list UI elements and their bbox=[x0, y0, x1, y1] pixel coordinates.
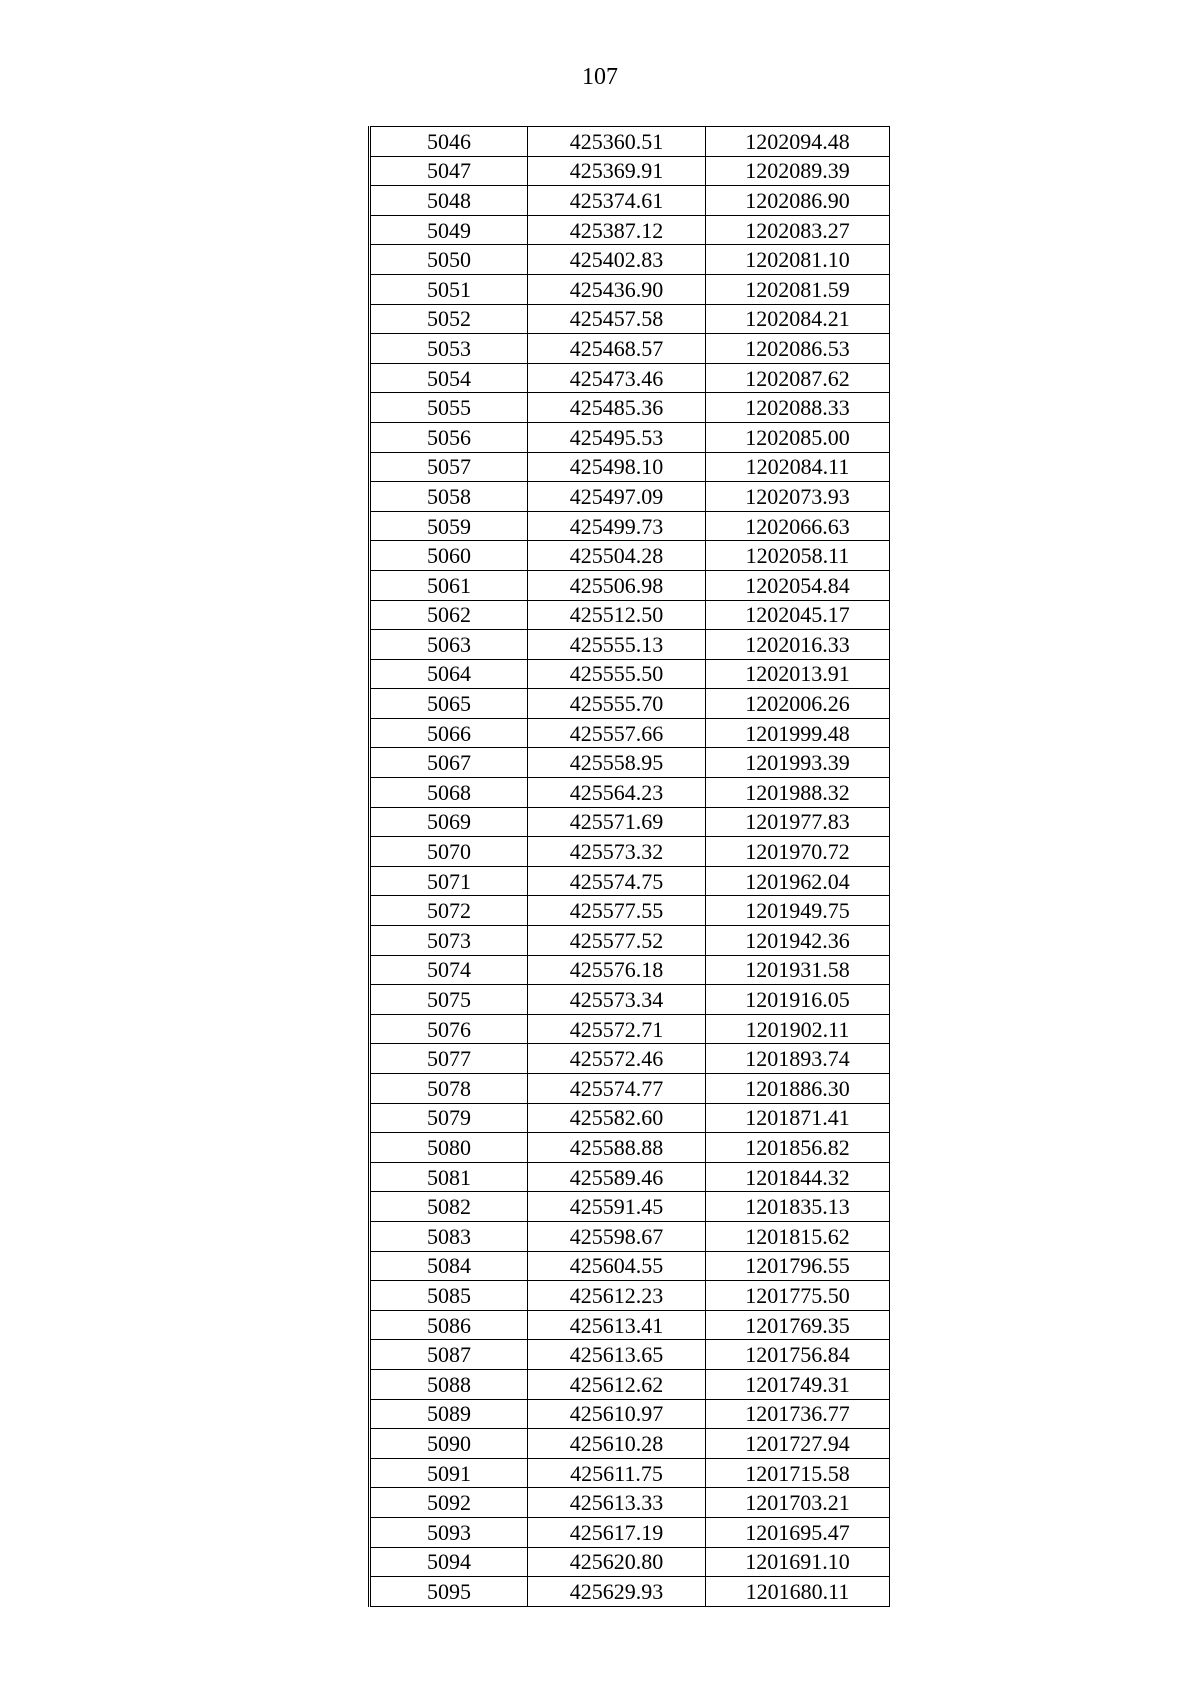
x-coordinate-cell: 425555.50 bbox=[528, 659, 706, 689]
table-row bbox=[370, 1133, 890, 1163]
x-coordinate-cell: 425374.61 bbox=[528, 186, 706, 216]
table-row bbox=[370, 926, 890, 956]
coordinates-table bbox=[368, 126, 890, 1607]
point-number-cell: 5054 bbox=[370, 363, 528, 393]
x-coordinate-cell: 425613.33 bbox=[528, 1488, 706, 1518]
x-coordinate-cell: 425571.69 bbox=[528, 807, 706, 837]
x-coordinate-cell: 425369.91 bbox=[528, 156, 706, 186]
point-number-cell: 5087 bbox=[370, 1340, 528, 1370]
y-coordinate-cell: 1201931.58 bbox=[706, 955, 890, 985]
point-number-cell: 5056 bbox=[370, 422, 528, 452]
y-coordinate-cell: 1202094.48 bbox=[706, 127, 890, 157]
y-coordinate-cell: 1201691.10 bbox=[706, 1547, 890, 1577]
table-row bbox=[370, 215, 890, 245]
table-row bbox=[370, 659, 890, 689]
x-coordinate-cell: 425572.71 bbox=[528, 1014, 706, 1044]
point-number-cell: 5063 bbox=[370, 630, 528, 660]
table-row bbox=[370, 1074, 890, 1104]
x-coordinate-cell: 425573.34 bbox=[528, 985, 706, 1015]
x-coordinate-cell: 425504.28 bbox=[528, 541, 706, 571]
table-row bbox=[370, 600, 890, 630]
y-coordinate-cell: 1201756.84 bbox=[706, 1340, 890, 1370]
x-coordinate-cell: 425498.10 bbox=[528, 452, 706, 482]
y-coordinate-cell: 1202006.26 bbox=[706, 689, 890, 719]
point-number-cell: 5089 bbox=[370, 1399, 528, 1429]
point-number-cell: 5086 bbox=[370, 1310, 528, 1340]
table-row bbox=[370, 422, 890, 452]
point-number-cell: 5092 bbox=[370, 1488, 528, 1518]
x-coordinate-cell: 425555.13 bbox=[528, 630, 706, 660]
point-number-cell: 5061 bbox=[370, 570, 528, 600]
x-coordinate-cell: 425620.80 bbox=[528, 1547, 706, 1577]
x-coordinate-cell: 425577.52 bbox=[528, 926, 706, 956]
table-row bbox=[370, 955, 890, 985]
point-number-cell: 5083 bbox=[370, 1221, 528, 1251]
table-row bbox=[370, 1488, 890, 1518]
point-number-cell: 5069 bbox=[370, 807, 528, 837]
x-coordinate-cell: 425604.55 bbox=[528, 1251, 706, 1281]
x-coordinate-cell: 425582.60 bbox=[528, 1103, 706, 1133]
x-coordinate-cell: 425558.95 bbox=[528, 748, 706, 778]
x-coordinate-cell: 425617.19 bbox=[528, 1517, 706, 1547]
point-number-cell: 5053 bbox=[370, 334, 528, 364]
table-row bbox=[370, 1458, 890, 1488]
y-coordinate-cell: 1202016.33 bbox=[706, 630, 890, 660]
y-coordinate-cell: 1201977.83 bbox=[706, 807, 890, 837]
table-row bbox=[370, 127, 890, 157]
y-coordinate-cell: 1201727.94 bbox=[706, 1429, 890, 1459]
point-number-cell: 5085 bbox=[370, 1281, 528, 1311]
x-coordinate-cell: 425610.97 bbox=[528, 1399, 706, 1429]
y-coordinate-cell: 1202083.27 bbox=[706, 215, 890, 245]
point-number-cell: 5064 bbox=[370, 659, 528, 689]
table-row bbox=[370, 1517, 890, 1547]
y-coordinate-cell: 1201856.82 bbox=[706, 1133, 890, 1163]
point-number-cell: 5072 bbox=[370, 896, 528, 926]
table-row bbox=[370, 748, 890, 778]
table-row bbox=[370, 186, 890, 216]
point-number-cell: 5068 bbox=[370, 778, 528, 808]
x-coordinate-cell: 425387.12 bbox=[528, 215, 706, 245]
point-number-cell: 5090 bbox=[370, 1429, 528, 1459]
y-coordinate-cell: 1202089.39 bbox=[706, 156, 890, 186]
point-number-cell: 5062 bbox=[370, 600, 528, 630]
y-coordinate-cell: 1201871.41 bbox=[706, 1103, 890, 1133]
table-row bbox=[370, 363, 890, 393]
point-number-cell: 5079 bbox=[370, 1103, 528, 1133]
point-number-cell: 5094 bbox=[370, 1547, 528, 1577]
x-coordinate-cell: 425573.32 bbox=[528, 837, 706, 867]
point-number-cell: 5076 bbox=[370, 1014, 528, 1044]
point-number-cell: 5050 bbox=[370, 245, 528, 275]
y-coordinate-cell: 1202066.63 bbox=[706, 511, 890, 541]
y-coordinate-cell: 1202086.53 bbox=[706, 334, 890, 364]
point-number-cell: 5058 bbox=[370, 482, 528, 512]
point-number-cell: 5091 bbox=[370, 1458, 528, 1488]
point-number-cell: 5093 bbox=[370, 1517, 528, 1547]
table-row bbox=[370, 807, 890, 837]
y-coordinate-cell: 1201815.62 bbox=[706, 1221, 890, 1251]
point-number-cell: 5071 bbox=[370, 866, 528, 896]
table-row bbox=[370, 1310, 890, 1340]
point-number-cell: 5060 bbox=[370, 541, 528, 571]
table-row bbox=[370, 570, 890, 600]
table-row bbox=[370, 1577, 890, 1607]
y-coordinate-cell: 1202081.10 bbox=[706, 245, 890, 275]
point-number-cell: 5084 bbox=[370, 1251, 528, 1281]
y-coordinate-cell: 1201988.32 bbox=[706, 778, 890, 808]
table-row bbox=[370, 156, 890, 186]
table-row bbox=[370, 866, 890, 896]
point-number-cell: 5067 bbox=[370, 748, 528, 778]
table-row bbox=[370, 1369, 890, 1399]
x-coordinate-cell: 425572.46 bbox=[528, 1044, 706, 1074]
table-row bbox=[370, 1281, 890, 1311]
y-coordinate-cell: 1201970.72 bbox=[706, 837, 890, 867]
x-coordinate-cell: 425402.83 bbox=[528, 245, 706, 275]
x-coordinate-cell: 425610.28 bbox=[528, 1429, 706, 1459]
point-number-cell: 5075 bbox=[370, 985, 528, 1015]
x-coordinate-cell: 425612.62 bbox=[528, 1369, 706, 1399]
point-number-cell: 5077 bbox=[370, 1044, 528, 1074]
x-coordinate-cell: 425564.23 bbox=[528, 778, 706, 808]
table-row bbox=[370, 1429, 890, 1459]
table-row bbox=[370, 482, 890, 512]
y-coordinate-cell: 1202058.11 bbox=[706, 541, 890, 571]
point-number-cell: 5065 bbox=[370, 689, 528, 719]
x-coordinate-cell: 425506.98 bbox=[528, 570, 706, 600]
table-row bbox=[370, 689, 890, 719]
table-row bbox=[370, 1547, 890, 1577]
x-coordinate-cell: 425589.46 bbox=[528, 1162, 706, 1192]
point-number-cell: 5066 bbox=[370, 718, 528, 748]
point-number-cell: 5059 bbox=[370, 511, 528, 541]
x-coordinate-cell: 425576.18 bbox=[528, 955, 706, 985]
table-row bbox=[370, 245, 890, 275]
table-row bbox=[370, 1399, 890, 1429]
table-row bbox=[370, 393, 890, 423]
y-coordinate-cell: 1201893.74 bbox=[706, 1044, 890, 1074]
y-coordinate-cell: 1201715.58 bbox=[706, 1458, 890, 1488]
table-row bbox=[370, 274, 890, 304]
table-row bbox=[370, 334, 890, 364]
point-number-cell: 5095 bbox=[370, 1577, 528, 1607]
table-row bbox=[370, 511, 890, 541]
x-coordinate-cell: 425555.70 bbox=[528, 689, 706, 719]
y-coordinate-cell: 1201844.32 bbox=[706, 1162, 890, 1192]
point-number-cell: 5070 bbox=[370, 837, 528, 867]
y-coordinate-cell: 1201695.47 bbox=[706, 1517, 890, 1547]
y-coordinate-cell: 1201680.11 bbox=[706, 1577, 890, 1607]
y-coordinate-cell: 1202087.62 bbox=[706, 363, 890, 393]
point-number-cell: 5074 bbox=[370, 955, 528, 985]
y-coordinate-cell: 1202084.21 bbox=[706, 304, 890, 334]
x-coordinate-cell: 425512.50 bbox=[528, 600, 706, 630]
point-number-cell: 5088 bbox=[370, 1369, 528, 1399]
y-coordinate-cell: 1202086.90 bbox=[706, 186, 890, 216]
x-coordinate-cell: 425473.46 bbox=[528, 363, 706, 393]
table-row bbox=[370, 1340, 890, 1370]
x-coordinate-cell: 425468.57 bbox=[528, 334, 706, 364]
y-coordinate-cell: 1201749.31 bbox=[706, 1369, 890, 1399]
y-coordinate-cell: 1201703.21 bbox=[706, 1488, 890, 1518]
point-number-cell: 5049 bbox=[370, 215, 528, 245]
table-row bbox=[370, 630, 890, 660]
table-row bbox=[370, 1014, 890, 1044]
coordinates-table-body bbox=[370, 127, 890, 1607]
y-coordinate-cell: 1202081.59 bbox=[706, 274, 890, 304]
x-coordinate-cell: 425613.41 bbox=[528, 1310, 706, 1340]
point-number-cell: 5048 bbox=[370, 186, 528, 216]
table-row bbox=[370, 1162, 890, 1192]
x-coordinate-cell: 425591.45 bbox=[528, 1192, 706, 1222]
point-number-cell: 5046 bbox=[370, 127, 528, 157]
table-row bbox=[370, 1251, 890, 1281]
x-coordinate-cell: 425499.73 bbox=[528, 511, 706, 541]
y-coordinate-cell: 1201962.04 bbox=[706, 866, 890, 896]
x-coordinate-cell: 425574.77 bbox=[528, 1074, 706, 1104]
y-coordinate-cell: 1201999.48 bbox=[706, 718, 890, 748]
x-coordinate-cell: 425485.36 bbox=[528, 393, 706, 423]
y-coordinate-cell: 1202013.91 bbox=[706, 659, 890, 689]
y-coordinate-cell: 1201902.11 bbox=[706, 1014, 890, 1044]
y-coordinate-cell: 1202085.00 bbox=[706, 422, 890, 452]
point-number-cell: 5047 bbox=[370, 156, 528, 186]
x-coordinate-cell: 425629.93 bbox=[528, 1577, 706, 1607]
table-row bbox=[370, 718, 890, 748]
table-row bbox=[370, 541, 890, 571]
x-coordinate-cell: 425495.53 bbox=[528, 422, 706, 452]
y-coordinate-cell: 1201949.75 bbox=[706, 896, 890, 926]
table-row bbox=[370, 1103, 890, 1133]
x-coordinate-cell: 425611.75 bbox=[528, 1458, 706, 1488]
x-coordinate-cell: 425598.67 bbox=[528, 1221, 706, 1251]
page-number: 107 bbox=[582, 64, 618, 90]
table-row bbox=[370, 778, 890, 808]
y-coordinate-cell: 1202084.11 bbox=[706, 452, 890, 482]
table-row bbox=[370, 896, 890, 926]
y-coordinate-cell: 1202088.33 bbox=[706, 393, 890, 423]
table-row bbox=[370, 1044, 890, 1074]
table-row bbox=[370, 452, 890, 482]
y-coordinate-cell: 1201736.77 bbox=[706, 1399, 890, 1429]
point-number-cell: 5055 bbox=[370, 393, 528, 423]
point-number-cell: 5080 bbox=[370, 1133, 528, 1163]
table-row bbox=[370, 1192, 890, 1222]
x-coordinate-cell: 425457.58 bbox=[528, 304, 706, 334]
point-number-cell: 5057 bbox=[370, 452, 528, 482]
y-coordinate-cell: 1202073.93 bbox=[706, 482, 890, 512]
y-coordinate-cell: 1201993.39 bbox=[706, 748, 890, 778]
point-number-cell: 5073 bbox=[370, 926, 528, 956]
point-number-cell: 5082 bbox=[370, 1192, 528, 1222]
y-coordinate-cell: 1202054.84 bbox=[706, 570, 890, 600]
x-coordinate-cell: 425574.75 bbox=[528, 866, 706, 896]
x-coordinate-cell: 425588.88 bbox=[528, 1133, 706, 1163]
x-coordinate-cell: 425497.09 bbox=[528, 482, 706, 512]
table-row bbox=[370, 985, 890, 1015]
y-coordinate-cell: 1201886.30 bbox=[706, 1074, 890, 1104]
y-coordinate-cell: 1201769.35 bbox=[706, 1310, 890, 1340]
point-number-cell: 5078 bbox=[370, 1074, 528, 1104]
y-coordinate-cell: 1201916.05 bbox=[706, 985, 890, 1015]
y-coordinate-cell: 1202045.17 bbox=[706, 600, 890, 630]
x-coordinate-cell: 425436.90 bbox=[528, 274, 706, 304]
x-coordinate-cell: 425612.23 bbox=[528, 1281, 706, 1311]
point-number-cell: 5081 bbox=[370, 1162, 528, 1192]
y-coordinate-cell: 1201796.55 bbox=[706, 1251, 890, 1281]
x-coordinate-cell: 425613.65 bbox=[528, 1340, 706, 1370]
table-row bbox=[370, 1221, 890, 1251]
x-coordinate-cell: 425577.55 bbox=[528, 896, 706, 926]
x-coordinate-cell: 425360.51 bbox=[528, 127, 706, 157]
point-number-cell: 5051 bbox=[370, 274, 528, 304]
point-number-cell: 5052 bbox=[370, 304, 528, 334]
table-row bbox=[370, 837, 890, 867]
y-coordinate-cell: 1201942.36 bbox=[706, 926, 890, 956]
y-coordinate-cell: 1201835.13 bbox=[706, 1192, 890, 1222]
table-row bbox=[370, 304, 890, 334]
x-coordinate-cell: 425557.66 bbox=[528, 718, 706, 748]
y-coordinate-cell: 1201775.50 bbox=[706, 1281, 890, 1311]
